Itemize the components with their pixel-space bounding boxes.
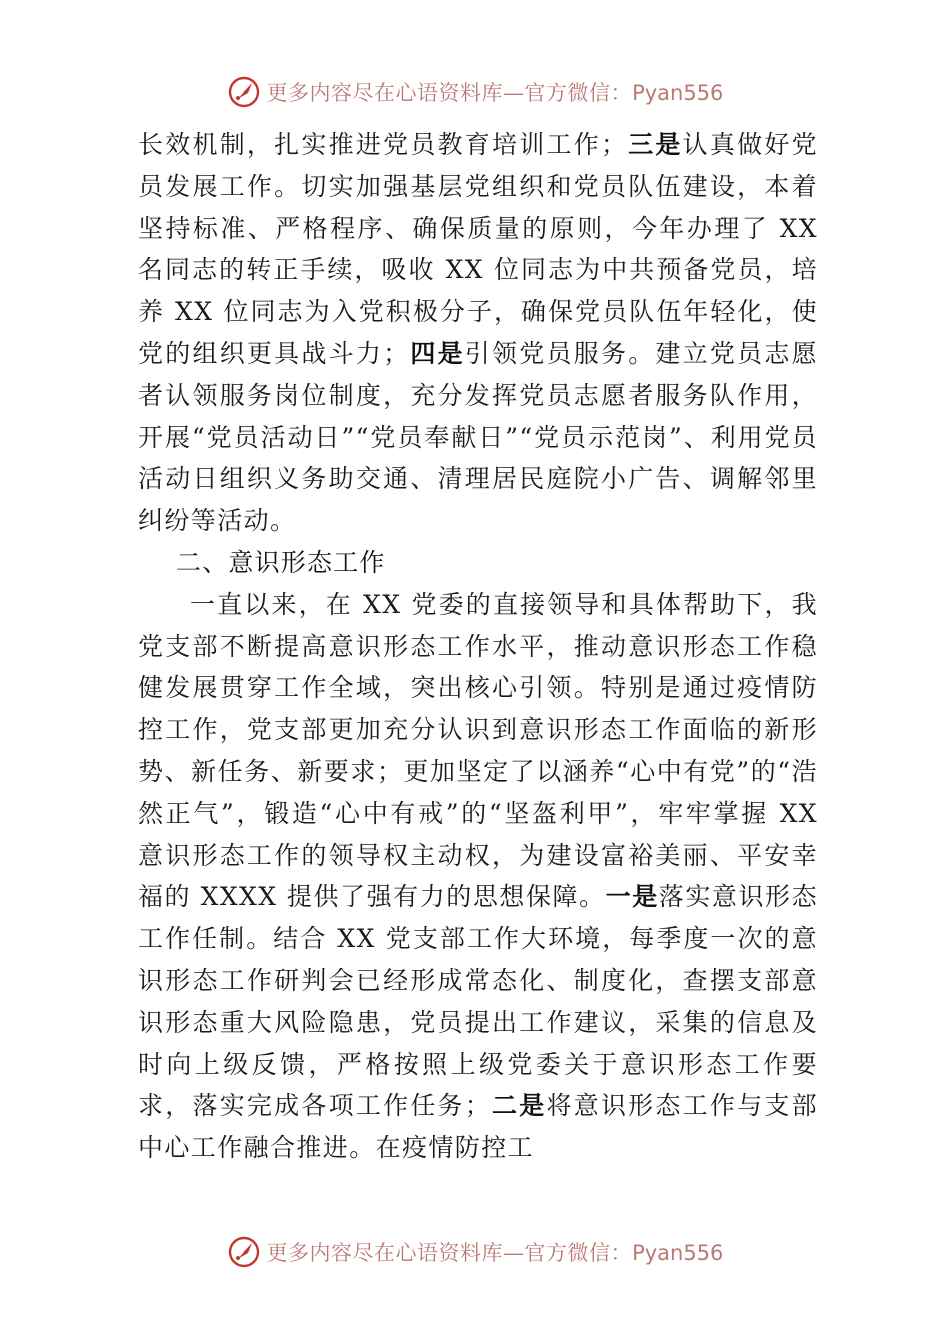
bold-marker-two: 二是 bbox=[491, 1091, 547, 1121]
footer-banner bbox=[0, 1232, 950, 1272]
banner-text: 更多内容尽在心语资料库—官方微信：Pyan556 bbox=[266, 1241, 724, 1265]
quill-pen-logo-icon bbox=[227, 75, 261, 109]
bold-marker-four: 四是 bbox=[409, 338, 465, 368]
section1-continuation-paragraph: 长效机制，扎实推进党员教育培训工作；三是认真做好党员发展工作。切实加强基层党组织和党员队伍建设，本着坚持标准、严格程序、确保质量的原则，今年办理了 XX 名同志的转正手续，吸收 XX 位同志为中共预备党员，培养 XX 位同志为入党积极分子，确保党员队伍年轻化，使党的组织更具战斗力；四是引领党员服务。建立党员志愿者认领服务岗位制度，充分发挥党员志愿者服务队作用，开展“党员活动日”“党员奉献日”“党员示范岗”、利用党员活动日组织义务助交通、清理居民庭院小广告、调解邻里纠纷等活动。 bbox=[138, 130, 818, 536]
quill-pen-logo-icon bbox=[227, 1235, 261, 1269]
wechat-id: Pyan556 bbox=[632, 1241, 724, 1265]
bold-marker-one: 一是 bbox=[605, 882, 659, 912]
banner-text: 更多内容尽在心语资料库—官方微信：Pyan556 bbox=[266, 81, 724, 105]
section2-paragraph: 一直以来，在 XX 党委的直接领导和具体帮助下，我党支部不断提高意识形态工作水平，推动意识形态工作稳健发展贯穿工作全域，突出核心引领。特别是通过疫情防控工作，党支部更加充分认识到意识形态工作面临的新形势、新任务、新要求；更加坚定了以涵养“心中有党”的“浩然正气”，锻造“心中有戒”的“坚盔利甲”，牢牢掌握 XX 意识形态工作的领导权主动权，为建设富裕美丽、平安幸福的 XXXX 提供了强有力的思想保障。一是落实意识形态工作任制。结合 XX 党支部工作大环境，每季度一次的意识形态工作研判会已经形成常态化、制度化，查摆支部意识形态重大风险隐患，党员提出工作建议，采集的信息及时向上级反馈，严格按照上级党委关于意识形态工作要求，落实完成各项工作任务；二是将意识形态工作与支部中心工作融合推进。在疫情防控工 bbox=[138, 589, 818, 1163]
wechat-id: Pyan556 bbox=[632, 81, 724, 105]
header-banner bbox=[0, 72, 950, 112]
section-heading: 二、意识形态工作 bbox=[176, 547, 386, 577]
document-body bbox=[138, 124, 818, 1169]
bold-marker-three: 三是 bbox=[627, 130, 683, 159]
